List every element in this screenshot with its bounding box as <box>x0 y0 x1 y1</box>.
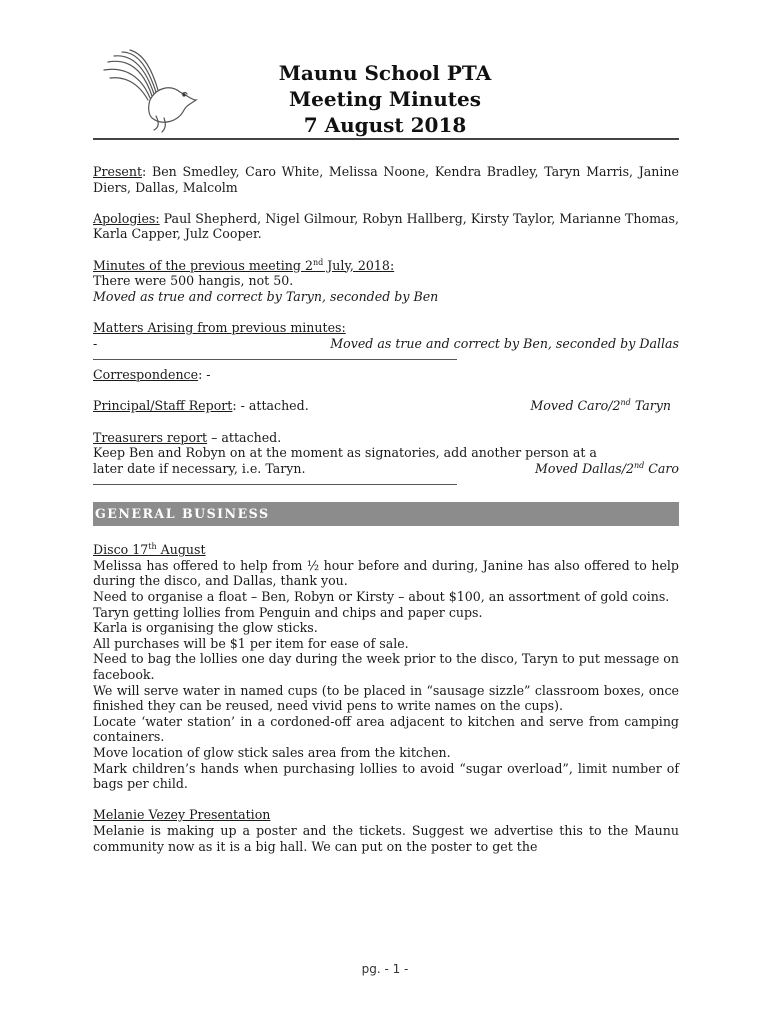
title-line-date: 7 August 2018 <box>303 113 467 137</box>
treasurers-report-text: – attached. <box>207 429 282 445</box>
melanie-paragraph: Melanie is making up a poster and the tickets. Suggest we advertise this to the Maunu community now as it is a big hall. We can put on the poster to get the <box>93 822 679 854</box>
document-title <box>200 60 570 138</box>
apologies-label: Apologies: <box>93 210 160 226</box>
disco-paragraph: Melissa has offered to help from ½ hour before and during, Janine has also offered to help during the disco, and Dallas, thank you. <box>93 557 679 589</box>
disco-paragraph: Locate ‘water station’ in a cordoned-off area adjacent to kitchen and serve from camping containers. <box>93 713 679 745</box>
title-line-school: Maunu School PTA <box>278 61 492 85</box>
correspondence-text: : - <box>198 367 211 383</box>
apologies-section <box>93 211 679 242</box>
section-divider <box>93 484 457 485</box>
disco-paragraph: Mark children’s hands when purchasing lollies to avoid “sugar overload”, limit number of bags per child. <box>93 760 679 792</box>
treasurers-report-moved: Moved Dallas/2nd Caro <box>534 460 679 476</box>
title-line-minutes: Meeting Minutes <box>289 87 481 111</box>
disco-paragraph: Need to bag the lollies one day during the week prior to the disco, Taryn to put message on facebook. <box>93 651 679 683</box>
treasurers-report-line1: Keep Ben and Robyn on at the moment as signatories, add another person at a <box>93 445 597 461</box>
correspondence-label: Correspondence <box>93 367 199 383</box>
section-divider <box>93 359 457 360</box>
principal-report-label: Principal/Staff Report <box>93 398 233 414</box>
previous-minutes-moved: Moved as true and correct by Taryn, seconded by Ben <box>93 288 439 304</box>
melanie-heading: Melanie Vezey Presentation <box>93 807 271 823</box>
previous-minutes-heading: Minutes of the previous meeting 2nd July, 2018: <box>93 257 395 273</box>
principal-report-moved: Moved Caro/2nd Taryn <box>530 398 671 414</box>
general-business-banner: GENERAL BUSINESS <box>93 502 679 526</box>
apologies-text: Paul Shepherd, Nigel Gilmour, Robyn Hallberg, Kirsty Taylor, Marianne Thomas, Karla Capper, Julz Cooper. <box>93 210 679 242</box>
treasurers-report-heading <box>93 430 679 446</box>
matters-arising-row <box>93 336 679 352</box>
treasurers-report-label: Treasurers report <box>93 429 208 445</box>
present-text: : Ben Smedley, Caro White, Melissa Noone, Kendra Bradley, Taryn Marris, Janine Diers, Dallas, Malcolm <box>93 164 679 195</box>
treasurers-report-line2: later date if necessary, i.e. Taryn. <box>93 460 306 476</box>
disco-paragraph: We will serve water in named cups (to be placed in “sausage sizzle” classroom boxes, once finished they can be reused, need vivid pens to write names on the cups). <box>93 682 679 714</box>
disco-paragraph: All purchases will be $1 per item for ease of sale. <box>93 635 409 651</box>
previous-minutes-line1: There were 500 hangis, not 50. <box>93 273 294 289</box>
present-label: Present <box>93 164 143 179</box>
correspondence-section <box>93 367 679 383</box>
matters-arising-moved: Moved as true and correct by Ben, seconded by Dallas <box>330 335 679 351</box>
principal-report-text: : - attached. <box>232 398 309 414</box>
matters-arising-heading: Matters Arising from previous minutes: <box>93 319 346 335</box>
treasurers-report-row <box>93 461 679 477</box>
disco-paragraph: Need to organise a float – Ben, Robyn or Kirsty – about $100, an assortment of gold coins. <box>93 589 670 605</box>
minutes-body <box>93 164 679 854</box>
matters-arising-dash: - <box>93 335 98 351</box>
disco-paragraph: Karla is organising the glow sticks. <box>93 620 318 636</box>
title-divider <box>93 138 679 140</box>
fantail-bird-icon <box>100 48 200 134</box>
page-number: pg. - 1 - <box>361 962 409 976</box>
disco-heading: Disco 17th August <box>93 542 206 558</box>
present-section <box>93 164 679 195</box>
disco-paragraph: Move location of glow stick sales area from the kitchen. <box>93 745 451 760</box>
disco-paragraph: Taryn getting lollies from Penguin and chips and paper cups. <box>93 604 483 620</box>
principal-report-row <box>93 398 679 414</box>
